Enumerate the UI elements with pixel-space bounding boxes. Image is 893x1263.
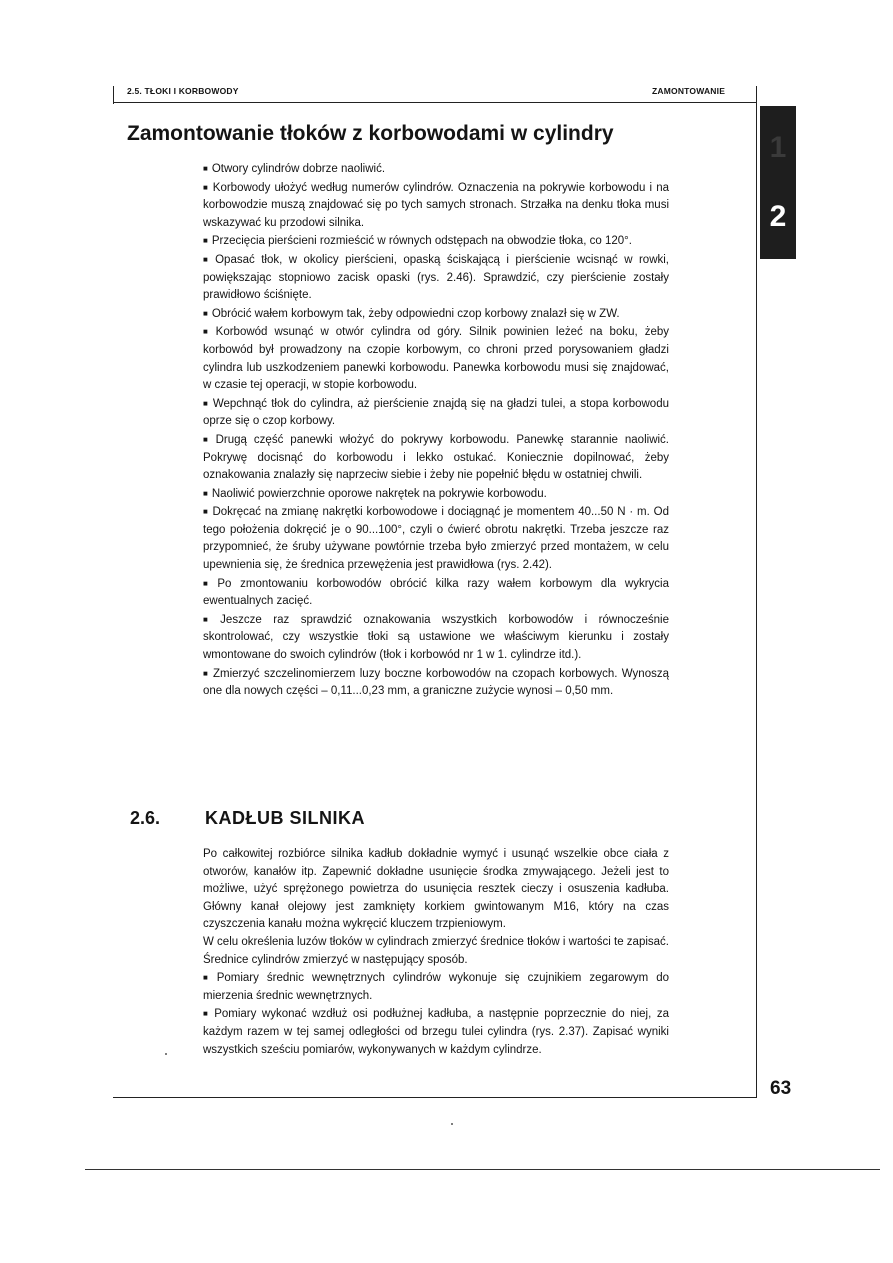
scan-speck <box>451 1123 453 1125</box>
instruction-step: ■ Jeszcze raz sprawdzić oznakowania wszystkich korbowodów i równocześnie skontrolować, czy wszystkie tłoki są ustawione we właściwym kierunku i zostały wmontowane do swoich cylindrów (tłok i korbowód nr 1 w 1. cylindrze itd.). <box>203 611 669 665</box>
instruction-step: ■ Dokręcać na zmianę nakrętki korbowodowe i dociągnąć je momentem 40...50 N · m. Od tego położenia dokręcić je o 90...100°, czyli o ćwierć obrotu nakrętki. Trzeba jeszcze raz przypomnieć, że śruby używane powtórnie trzeba było zmierzyć przed montażem, w celu upewnienia się, że średnica przewężenia jest prawidłowa (rys. 2.42). <box>203 503 669 574</box>
section-pistons-body <box>203 160 669 701</box>
running-header-right: ZAMONTOWANIE <box>652 86 726 96</box>
chapter-tab-1: 1 <box>760 106 796 190</box>
page-title: Zamontowanie tłoków z korbowodami w cylindry <box>127 122 614 145</box>
body-paragraph: Po całkowitej rozbiórce silnika kadłub dokładnie wymyć i usunąć wszelkie obce ciała z otworów, kanałów itp. Zapewnić dokładne usunięcie środka zmywającego. Jeżeli jest to możliwe, użyć sprężonego powietrza do usunięcia resztek cieczy i osuszenia kadłuba. Główny kanał olejowy jest zamknięty korkiem gwintowanym M16, który na czas czyszczenia kanału można wykręcić kluczem trzpieniowym. <box>203 848 669 931</box>
page-edge-rule <box>85 1169 880 1170</box>
chapter-tab-2: 2 <box>760 175 796 259</box>
section-title: KADŁUB SILNIKA <box>205 808 365 828</box>
instruction-step: ■ Naoliwić powierzchnie oporowe nakrętek na pokrywie korbowodu. <box>203 485 669 504</box>
instruction-step: ■ Korbowody ułożyć według numerów cylindrów. Oznaczenia na pokrywie korbowodu i na korbowodzie muszą znajdować się po tych samych stronach. Strzałka na denku tłoka musi wskazywać ku przodowi silnika. <box>203 179 669 233</box>
running-header-left: 2.5. TŁOKI I KORBOWODY <box>127 86 239 96</box>
instruction-step: ■ Zmierzyć szczelinomierzem luzy boczne korbowodów na czopach korbowych. Wynoszą one dla nowych części – 0,11...0,23 mm, a graniczne zużycie wynosi – 0,50 mm. <box>203 665 669 701</box>
section-number: 2.6. <box>130 808 161 828</box>
instruction-step: ■ Otwory cylindrów dobrze naoliwić. <box>203 160 669 179</box>
margin-rule <box>756 86 757 1098</box>
instruction-step: ■ Opasać tłok, w okolicy pierścieni, opaską ściskającą i pierścienie wcisnąć w rowki, powiększając stopniowo zacisk opaski (rys. 2.46). Sprawdzić, czy pierścienie zostały prawidłowo ściśnięte. <box>203 251 669 305</box>
page-number: 63 <box>770 1078 792 1099</box>
body-paragraph: W celu określenia luzów tłoków w cylindrach zmierzyć średnice tłoków i wartości te zapisać. Średnice cylindrów zmierzyć w następujący sposób. <box>203 935 669 966</box>
section-engine-block-body <box>203 846 669 1059</box>
instruction-step: ■ Obrócić wałem korbowym tak, żeby odpowiedni czop korbowy znalazł się w ZW. <box>203 305 669 324</box>
header-rule <box>113 102 756 103</box>
instruction-step: ■ Wepchnąć tłok do cylindra, aż pierścienie znajdą się na gładzi tulei, a stopa korbowodu oprze się o czop korbowy. <box>203 395 669 431</box>
footer-rule <box>113 1097 756 1098</box>
measurement-step: ■ Pomiary średnic wewnętrznych cylindrów wykonuje się czujnikiem zegarowym do mierzenia średnic wewnętrznych. <box>203 969 669 1005</box>
scan-speck <box>165 1053 167 1055</box>
measurement-step: ■ Pomiary wykonać wzdłuż osi podłużnej kadłuba, a następnie poprzecznie do niej, za każdym razem w tej samej odległości od brzegu tulei cylindra (rys. 2.37). Zapisać wyniki wszystkich sześciu pomiarów, wykonywanych w każdym cylindrze. <box>203 1005 669 1059</box>
instruction-step: ■ Po zmontowaniu korbowodów obrócić kilka razy wałem korbowym dla wykrycia ewentualnych zacięć. <box>203 575 669 611</box>
instruction-step: ■ Drugą część panewki włożyć do pokrywy korbowodu. Panewkę starannie naoliwić. Pokrywę docisnąć do korbowodu i lekko ostukać. Koniecznie dopilnować, żeby oznakowania znalazły się naprzeciw siebie i żeby nie popełnić błędu w ostatniej chwili. <box>203 431 669 485</box>
instruction-step: ■ Korbowód wsunąć w otwór cylindra od góry. Silnik powinien leżeć na boku, żeby korbowód był prowadzony na czopie korbowym, co chroni przed porysowaniem gładzi cylindra lub uszkodzeniem panewki korbowodu. Panewka korbowodu musi się znajdować, w czasie tej operacji, w stopie korbowodu. <box>203 323 669 394</box>
instruction-step: ■ Przecięcia pierścieni rozmieścić w równych odstępach na obwodzie tłoka, co 120°. <box>203 232 669 251</box>
